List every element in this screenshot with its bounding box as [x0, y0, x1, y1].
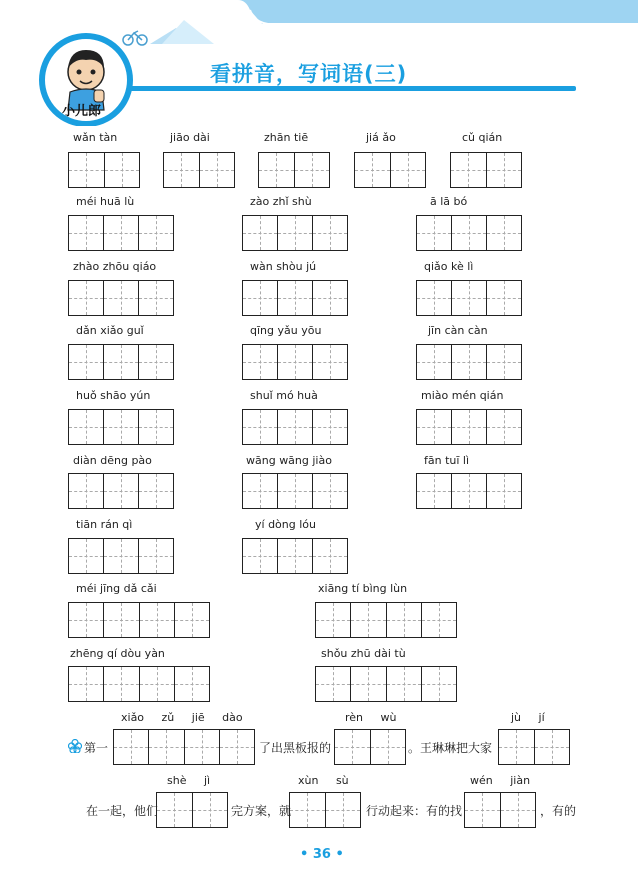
- pinyin-label: miào mén qián: [421, 389, 504, 402]
- pinyin-label: qiǎo kè lì: [424, 260, 474, 273]
- writing-grid[interactable]: [242, 344, 348, 380]
- pinyin-label: rèn wù: [345, 711, 397, 724]
- passage-text: 第一: [84, 741, 109, 755]
- writing-grid[interactable]: [450, 152, 522, 188]
- pinyin-label: jù jí: [511, 711, 545, 724]
- passage-text: 。王琳琳把大家: [408, 741, 493, 755]
- pinyin-label: wāng wāng jiào: [246, 454, 332, 467]
- pinyin-label: cǔ qián: [462, 131, 503, 144]
- page-title: 看拼音，写词语(三): [210, 62, 408, 86]
- pinyin-label: diàn dēng pào: [73, 454, 152, 467]
- writing-grid[interactable]: [416, 215, 522, 251]
- pinyin-label: shè jì: [167, 774, 211, 787]
- pinyin-label: méi huā lù: [76, 195, 135, 208]
- writing-grid[interactable]: [289, 792, 361, 828]
- pinyin-label: zào zhǐ shù: [250, 195, 312, 208]
- writing-grid[interactable]: [416, 344, 522, 380]
- pinyin-label: xiāng tí bìng lùn: [318, 582, 408, 595]
- passage-text: 了出黑板报的: [259, 741, 332, 755]
- writing-grid[interactable]: [416, 280, 522, 316]
- passage-text: ，有的: [540, 804, 577, 818]
- writing-grid[interactable]: [354, 152, 426, 188]
- pinyin-label: dǎn xiǎo guǐ: [76, 324, 144, 337]
- writing-grid[interactable]: [156, 792, 228, 828]
- passage-text: 在一起，他们: [86, 804, 159, 818]
- writing-grid[interactable]: [68, 666, 210, 702]
- pinyin-label: shǒu zhū dài tù: [321, 647, 406, 660]
- pinyin-label: fān tuī lì: [424, 454, 470, 467]
- pinyin-label: xiǎo zǔ jiē dào: [121, 711, 243, 724]
- passage-text: 完方案，就: [231, 804, 292, 818]
- writing-grid[interactable]: [242, 473, 348, 509]
- pinyin-label: wǎn tàn: [73, 131, 118, 144]
- writing-grid[interactable]: [334, 729, 406, 765]
- writing-grid[interactable]: [416, 409, 522, 445]
- pinyin-label: shuǐ mó huà: [250, 389, 318, 402]
- pinyin-label: ā lā bó: [430, 195, 468, 208]
- writing-grid[interactable]: [68, 280, 174, 316]
- pinyin-label: yí dòng lóu: [255, 518, 316, 531]
- pinyin-label: zhēng qí dòu yàn: [70, 647, 165, 660]
- pinyin-label: méi jīng dǎ cǎi: [76, 582, 157, 595]
- pinyin-label: jiāo dài: [170, 131, 210, 144]
- writing-grid[interactable]: [242, 538, 348, 574]
- writing-grid[interactable]: [498, 729, 570, 765]
- writing-grid[interactable]: [68, 538, 174, 574]
- writing-grid[interactable]: [113, 729, 255, 765]
- writing-grid[interactable]: [315, 666, 457, 702]
- passage-text: 行动起来：有的找: [366, 804, 463, 818]
- page-number: • 36 •: [300, 847, 344, 862]
- writing-grid[interactable]: [258, 152, 330, 188]
- flower-icon: [68, 739, 82, 753]
- writing-grid[interactable]: [68, 409, 174, 445]
- writing-grid[interactable]: [68, 152, 140, 188]
- writing-grid[interactable]: [242, 409, 348, 445]
- pinyin-label: zhào zhōu qiáo: [73, 260, 157, 273]
- pinyin-label: huǒ shāo yún: [76, 389, 151, 402]
- writing-grid[interactable]: [68, 473, 174, 509]
- writing-grid[interactable]: [242, 280, 348, 316]
- writing-grid[interactable]: [315, 602, 457, 638]
- pinyin-label: wàn shòu jú: [250, 260, 317, 273]
- writing-grid[interactable]: [416, 473, 522, 509]
- writing-grid[interactable]: [68, 602, 210, 638]
- writing-grid[interactable]: [464, 792, 536, 828]
- pinyin-label: qīng yǎu yōu: [250, 324, 322, 337]
- writing-grid[interactable]: [242, 215, 348, 251]
- pinyin-label: wén jiàn: [470, 774, 531, 787]
- pinyin-label: jīn càn càn: [428, 324, 488, 337]
- pinyin-label: zhān tiē: [264, 131, 309, 144]
- writing-grid[interactable]: [163, 152, 235, 188]
- writing-grid[interactable]: [68, 344, 174, 380]
- pinyin-label: jiá ǎo: [366, 131, 396, 144]
- writing-grid[interactable]: [68, 215, 174, 251]
- pinyin-label: tiān rán qì: [76, 518, 133, 531]
- mascot-label: 小儿郎: [62, 104, 102, 119]
- pinyin-label: xùn sù: [298, 774, 349, 787]
